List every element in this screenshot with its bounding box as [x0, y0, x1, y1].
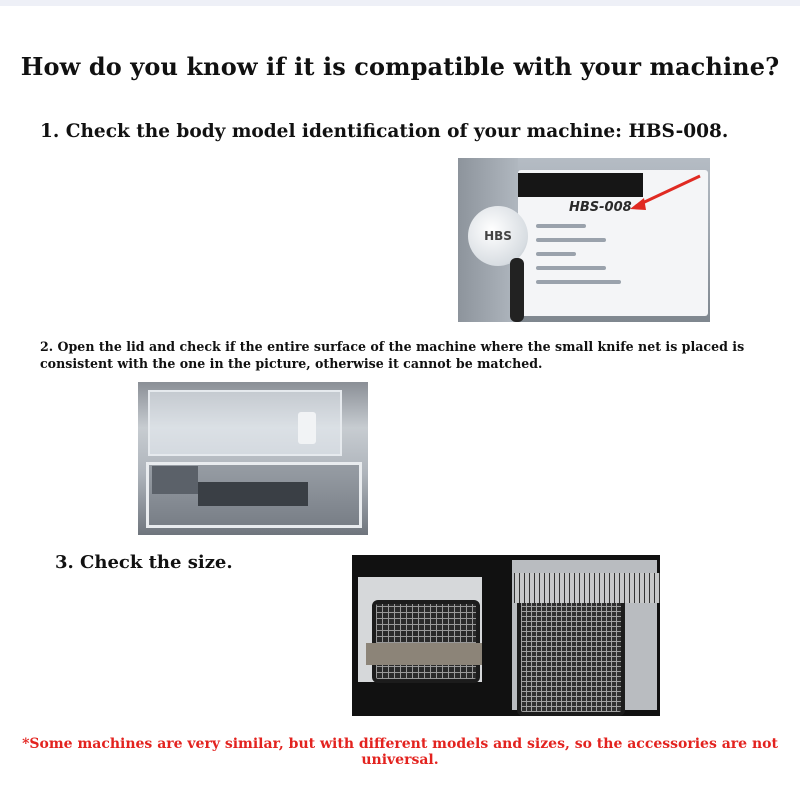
net-seat — [198, 482, 308, 506]
top-strip — [0, 0, 800, 6]
step-1-text: 1. Check the body model identification of your machine: HBS-008. — [40, 121, 729, 142]
small-knife-net — [372, 600, 480, 683]
corner-block — [152, 466, 198, 494]
ruler-large — [514, 573, 660, 603]
page-title: How do you know if it is compatible with your machine? — [20, 52, 780, 81]
machine-surface-photo — [138, 382, 368, 535]
size-check-photo — [352, 555, 660, 716]
brand-seal: HBS — [468, 206, 528, 266]
step-3-text: 3. Check the size. — [55, 552, 233, 573]
step-2-text: 2. Open the lid and check if the entire surface of the machine where the small knife net is placed is consistent with the one in the picture, otherwise it cannot be matched. — [40, 339, 745, 371]
ruler-small — [366, 643, 482, 665]
model-number-text: HBS-008 — [569, 200, 632, 215]
compatibility-note: *Some machines are very similar, but with different models and sizes, so the accessories are not universal. — [22, 736, 778, 768]
knife-container — [298, 412, 316, 444]
machine-label-photo — [458, 158, 710, 322]
red-arrow-icon — [458, 158, 710, 322]
